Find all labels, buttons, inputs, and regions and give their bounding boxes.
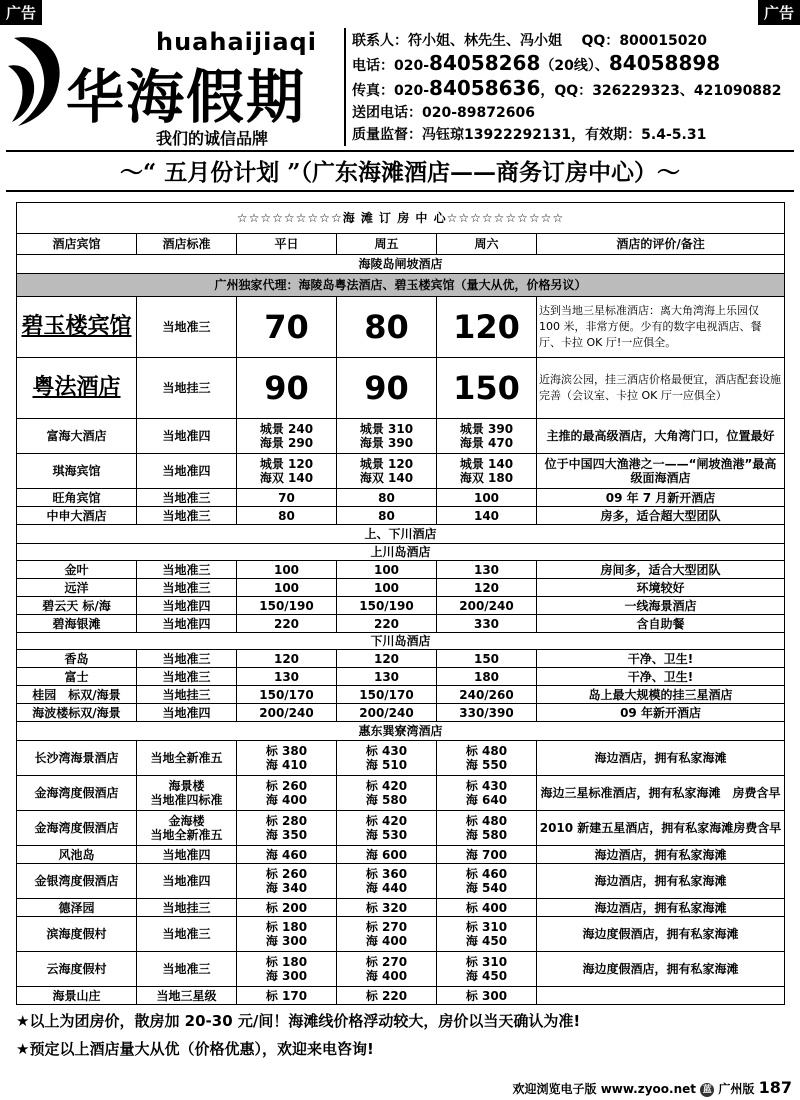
people-label: 联系人： xyxy=(352,33,408,49)
price-b: 海 400 xyxy=(265,793,308,807)
hotel-standard: 当地准三 xyxy=(137,650,237,668)
price-a: 标 270 xyxy=(365,920,408,934)
price-weekday: 标 170 xyxy=(237,987,337,1005)
price-friday: 80 xyxy=(337,507,437,525)
hotel-remark: 岛上最大规模的挂三星酒店 xyxy=(537,686,785,704)
price-weekday: 70 xyxy=(237,489,337,507)
price-weekday: 200/240 xyxy=(237,704,337,722)
hotel-name: 金海湾度假酒店 xyxy=(17,776,137,811)
hotel-remark: 09 年 7 月新开酒店 xyxy=(537,489,785,507)
col-remark: 酒店的评价/备注 xyxy=(537,234,785,255)
price-weekday: 90 xyxy=(237,358,337,419)
table-row xyxy=(17,686,785,704)
phone-label: 电话：020- xyxy=(352,58,430,74)
hotel-name: 德泽园 xyxy=(17,899,137,917)
hotel-name: 金叶 xyxy=(17,561,137,579)
hotel-standard: 当地准四 xyxy=(137,454,237,489)
price-saturday: 240/260 xyxy=(437,686,537,704)
price-weekday: 海 460 xyxy=(237,846,337,864)
price-saturday: 130 xyxy=(437,561,537,579)
price-weekday xyxy=(237,917,337,952)
hotel-standard: 当地准三 xyxy=(137,507,237,525)
agent-banner: 广州独家代理：海陵岛粤法酒店、碧玉楼宾馆（量大从优，价格另议） xyxy=(17,274,785,297)
price-friday xyxy=(337,454,437,489)
price-weekday: 标 200 xyxy=(237,899,337,917)
std-a: 海景楼 xyxy=(168,779,205,793)
price-weekday: 100 xyxy=(237,579,337,597)
table-row xyxy=(17,776,785,811)
price-weekday: 120 xyxy=(237,650,337,668)
col-friday: 周五 xyxy=(337,234,437,255)
section-row xyxy=(17,255,785,274)
hotel-standard: 当地准四 xyxy=(137,704,237,722)
subsection-row xyxy=(17,633,785,650)
price-b: 海 450 xyxy=(465,969,508,983)
price-weekday xyxy=(237,776,337,811)
hotel-remark: 位于中国四大渔港之一——“闸坡渔港”最高级面海酒店 xyxy=(537,454,785,489)
hotel-standard: 当地准四 xyxy=(137,597,237,615)
price-friday: 200/240 xyxy=(337,704,437,722)
price-a: 标 360 xyxy=(365,867,408,881)
table-row xyxy=(17,507,785,525)
price-b: 海双 140 xyxy=(359,471,414,485)
hotel-remark: 主推的最高级酒店，大角湾门口，位置最好 xyxy=(537,419,785,454)
price-weekday: 220 xyxy=(237,615,337,633)
hotel-remark: 干净、卫生! xyxy=(537,650,785,668)
hotel-remark: 房多，适合超大型团队 xyxy=(537,507,785,525)
price-b: 海 340 xyxy=(265,881,308,895)
price-weekday xyxy=(237,419,337,454)
contact-fax-row xyxy=(352,77,796,102)
price-saturday xyxy=(437,811,537,846)
price-saturday xyxy=(437,776,537,811)
people: 符小姐、林先生、冯小姐 xyxy=(408,33,562,49)
hotel-remark: 海边三星标准酒店，拥有私家海滩 房费含早 xyxy=(537,776,785,811)
price-b: 海 530 xyxy=(365,828,408,842)
ad-tag-right: 广告 xyxy=(758,0,800,25)
table-row xyxy=(17,704,785,722)
price-friday xyxy=(337,952,437,987)
hotel-name: 碧云天 标/海 xyxy=(17,597,137,615)
logo xyxy=(6,22,346,150)
fax: 84058636 xyxy=(429,76,541,100)
price-saturday xyxy=(437,741,537,776)
price-a: 标 430 xyxy=(465,779,508,793)
logo-latin: huahaijiaqi xyxy=(156,28,317,56)
table-row xyxy=(17,846,785,864)
table-row xyxy=(17,597,785,615)
price-friday: 150/170 xyxy=(337,686,437,704)
section-row xyxy=(17,525,785,544)
price-weekday: 150/170 xyxy=(237,686,337,704)
price-saturday: 200/240 xyxy=(437,597,537,615)
price-friday: 130 xyxy=(337,668,437,686)
delivery: 020-89872606 xyxy=(422,105,535,121)
table-row xyxy=(17,668,785,686)
hotel-name: 中申大酒店 xyxy=(17,507,137,525)
hotel-standard: 当地准三 xyxy=(137,668,237,686)
contact-quality-row xyxy=(352,124,796,146)
contact-phone-row xyxy=(352,52,796,77)
hotel-standard: 当地准三 xyxy=(137,917,237,952)
hotel-name: 琪海宾馆 xyxy=(17,454,137,489)
hotel-name: 长沙湾海景酒店 xyxy=(17,741,137,776)
std-b: 当地全新准五 xyxy=(150,828,223,842)
hotel-name: 粤法酒店 xyxy=(17,358,137,419)
price-saturday xyxy=(437,864,537,899)
price-b: 海 410 xyxy=(265,758,308,772)
hotel-name: 海景山庄 xyxy=(17,987,137,1005)
price-saturday: 330/390 xyxy=(437,704,537,722)
rule-top xyxy=(6,150,794,152)
hotel-name: 滨海度假村 xyxy=(17,917,137,952)
price-b: 海 450 xyxy=(465,934,508,948)
header xyxy=(0,22,800,150)
fax-qq-label: ，QQ： xyxy=(540,83,593,99)
contact-block xyxy=(352,30,796,146)
price-weekday: 100 xyxy=(237,561,337,579)
price-b: 海景 290 xyxy=(259,436,314,450)
hotel-name: 远洋 xyxy=(17,579,137,597)
subsection-title: 下川岛酒店 xyxy=(17,633,785,650)
price-b: 海 640 xyxy=(465,793,508,807)
page-footer xyxy=(513,1078,792,1097)
price-b: 海 300 xyxy=(265,934,308,948)
price-a: 标 380 xyxy=(265,744,308,758)
price-saturday: 180 xyxy=(437,668,537,686)
price-weekday xyxy=(237,741,337,776)
hotel-name: 海波楼标双/海景 xyxy=(17,704,137,722)
price-b: 海 580 xyxy=(365,793,408,807)
quality: 冯钰琼13922292131，有效期：5.4-5.31 xyxy=(422,127,707,143)
hotel-standard: 当地准三 xyxy=(137,952,237,987)
price-saturday: 150 xyxy=(437,358,537,419)
footer-text: 欢迎浏览电子版 www.zyoo.net xyxy=(512,1082,697,1096)
price-friday: 220 xyxy=(337,615,437,633)
price-weekday: 70 xyxy=(237,297,337,358)
section-title: 海陵岛闸坡酒店 xyxy=(17,255,785,274)
price-friday xyxy=(337,917,437,952)
hotel-name: 富海大酒店 xyxy=(17,419,137,454)
price-a: 城景 310 xyxy=(359,422,414,436)
col-hotel: 酒店宾馆 xyxy=(17,234,137,255)
phone1-note: （20线） xyxy=(540,58,595,74)
hotel-remark: 海边酒店，拥有私家海滩 xyxy=(537,741,785,776)
fax-label: 传真：020- xyxy=(352,83,430,99)
hotel-standard: 当地挂三 xyxy=(137,899,237,917)
price-a: 标 280 xyxy=(265,814,308,828)
hotel-name: 云海度假村 xyxy=(17,952,137,987)
price-saturday xyxy=(437,952,537,987)
hotel-standard: 当地挂三 xyxy=(137,686,237,704)
price-a: 标 420 xyxy=(365,779,408,793)
table-row xyxy=(17,987,785,1005)
price-b: 海双 180 xyxy=(459,471,514,485)
note-1: ★以上为团房价，散房加 20-30 元/间！海滩线价格浮动较大，房价以当天确认为准! xyxy=(16,1012,581,1030)
hotel-remark xyxy=(537,987,785,1005)
price-a: 标 420 xyxy=(365,814,408,828)
price-weekday: 80 xyxy=(237,507,337,525)
price-weekday xyxy=(237,454,337,489)
table-banner-row xyxy=(17,203,785,234)
hotel-name: 富士 xyxy=(17,668,137,686)
price-friday: 120 xyxy=(337,650,437,668)
price-weekday: 130 xyxy=(237,668,337,686)
price-b: 海景 390 xyxy=(359,436,414,450)
table-row xyxy=(17,419,785,454)
price-a: 标 480 xyxy=(465,744,508,758)
hotel-remark: 环境较好 xyxy=(537,579,785,597)
table-row xyxy=(17,952,785,987)
price-b: 海景 470 xyxy=(459,436,514,450)
hotel-name: 碧玉楼宾馆 xyxy=(17,297,137,358)
price-a: 标 310 xyxy=(465,955,508,969)
price-saturday xyxy=(437,454,537,489)
hotel-name: 风池岛 xyxy=(17,846,137,864)
price-a: 标 180 xyxy=(265,920,308,934)
table-row xyxy=(17,579,785,597)
table-row xyxy=(17,741,785,776)
subsection-title: 上川岛酒店 xyxy=(17,544,785,561)
price-friday xyxy=(337,741,437,776)
price-a: 标 460 xyxy=(465,867,508,881)
contact-delivery-row xyxy=(352,102,796,124)
delivery-label: 送团电话： xyxy=(352,105,422,121)
price-saturday xyxy=(437,917,537,952)
hotel-remark: 海边度假酒店，拥有私家海滩 xyxy=(537,917,785,952)
hotel-table xyxy=(16,202,785,1005)
hotel-remark: 一线海景酒店 xyxy=(537,597,785,615)
subsection-row xyxy=(17,544,785,561)
price-friday: 标 320 xyxy=(337,899,437,917)
price-friday xyxy=(337,776,437,811)
logo-name: 华海假期 xyxy=(66,63,307,131)
page-number: 187 xyxy=(758,1078,792,1097)
hotel-remark: 房间多，适合大型团队 xyxy=(537,561,785,579)
price-a: 标 260 xyxy=(265,779,308,793)
hotel-standard: 当地全新准五 xyxy=(137,741,237,776)
phone-sep: 、 xyxy=(594,58,609,74)
section-title: 上、下川酒店 xyxy=(17,525,785,544)
table-row xyxy=(17,811,785,846)
edition-badge-icon: 蓝 xyxy=(700,1083,714,1097)
price-a: 城景 120 xyxy=(359,457,414,471)
table-row xyxy=(17,454,785,489)
hotel-remark: 海边酒店，拥有私家海滩 xyxy=(537,846,785,864)
hotel-remark: 海边度假酒店，拥有私家海滩 xyxy=(537,952,785,987)
price-a: 城景 240 xyxy=(259,422,314,436)
price-friday: 标 220 xyxy=(337,987,437,1005)
ad-tag-left: 广告 xyxy=(0,0,42,25)
price-a: 标 310 xyxy=(465,920,508,934)
price-friday: 150/190 xyxy=(337,597,437,615)
table-row xyxy=(17,864,785,899)
footer-edition: 广州版 xyxy=(718,1082,755,1096)
hotel-name: 香岛 xyxy=(17,650,137,668)
hotel-standard: 当地准三 xyxy=(137,489,237,507)
price-friday: 100 xyxy=(337,561,437,579)
note-2: ★预定以上酒店量大从优（价格优惠），欢迎来电咨询! xyxy=(16,1040,374,1058)
price-a: 标 480 xyxy=(465,814,508,828)
hotel-remark: 含自助餐 xyxy=(537,615,785,633)
price-friday: 80 xyxy=(337,297,437,358)
hotel-remark: 09 年新开酒店 xyxy=(537,704,785,722)
price-saturday: 150 xyxy=(437,650,537,668)
quality-label: 质量监督： xyxy=(352,127,422,143)
qq-label: QQ： xyxy=(581,33,620,49)
hotel-name: 桂园 标双/海景 xyxy=(17,686,137,704)
table-row xyxy=(17,615,785,633)
price-weekday xyxy=(237,952,337,987)
hotel-standard xyxy=(137,776,237,811)
price-saturday: 120 xyxy=(437,579,537,597)
price-b: 海 300 xyxy=(265,969,308,983)
hotel-standard: 当地准四 xyxy=(137,615,237,633)
price-a: 城景 140 xyxy=(459,457,514,471)
std-a: 金海楼 xyxy=(168,814,205,828)
price-saturday: 120 xyxy=(437,297,537,358)
rule-mid xyxy=(6,190,794,192)
section-row xyxy=(17,722,785,741)
hotel-standard: 当地准三 xyxy=(137,561,237,579)
price-a: 标 430 xyxy=(365,744,408,758)
logo-slogan: 我们的诚信品牌 xyxy=(156,129,269,148)
price-saturday: 100 xyxy=(437,489,537,507)
price-b: 海 510 xyxy=(365,758,408,772)
price-saturday: 标 300 xyxy=(437,987,537,1005)
price-b: 海 580 xyxy=(465,828,508,842)
price-saturday: 海 700 xyxy=(437,846,537,864)
price-weekday: 150/190 xyxy=(237,597,337,615)
price-weekday xyxy=(237,864,337,899)
price-b: 海 550 xyxy=(465,758,508,772)
hotel-standard: 当地准四 xyxy=(137,419,237,454)
price-b: 海双 140 xyxy=(259,471,314,485)
hotel-standard: 当地准四 xyxy=(137,846,237,864)
price-saturday: 330 xyxy=(437,615,537,633)
price-weekday xyxy=(237,811,337,846)
price-a: 城景 390 xyxy=(459,422,514,436)
price-friday: 海 600 xyxy=(337,846,437,864)
price-b: 海 440 xyxy=(365,881,408,895)
price-friday: 80 xyxy=(337,489,437,507)
std-b: 当地准四标准 xyxy=(150,793,223,807)
hotel-standard: 当地准四 xyxy=(137,864,237,899)
price-saturday: 标 400 xyxy=(437,899,537,917)
table-row xyxy=(17,650,785,668)
table-row xyxy=(17,358,785,419)
hotel-remark: 海边酒店，拥有私家海滩 xyxy=(537,864,785,899)
phone2: 84058898 xyxy=(608,51,721,75)
price-a: 城景 120 xyxy=(259,457,314,471)
hotel-standard: 当地挂三 xyxy=(137,358,237,419)
contact-people-row xyxy=(352,30,796,52)
hotel-name: 金银湾度假酒店 xyxy=(17,864,137,899)
hotel-remark: 干净、卫生! xyxy=(537,668,785,686)
table-row xyxy=(17,489,785,507)
price-friday xyxy=(337,811,437,846)
hotel-name: 旺角宾馆 xyxy=(17,489,137,507)
price-saturday xyxy=(437,419,537,454)
phone1: 84058268 xyxy=(429,51,541,75)
price-friday: 90 xyxy=(337,358,437,419)
hotel-standard: 当地准三 xyxy=(137,579,237,597)
price-friday xyxy=(337,419,437,454)
hotel-remark: 海边酒店，拥有私家海滩 xyxy=(537,899,785,917)
price-saturday: 140 xyxy=(437,507,537,525)
table-row xyxy=(17,561,785,579)
fax-qq: 326229323、421090882 xyxy=(592,83,782,99)
hotel-standard xyxy=(137,811,237,846)
table-row xyxy=(17,297,785,358)
price-b: 海 540 xyxy=(465,881,508,895)
hotel-standard: 当地三星级 xyxy=(137,987,237,1005)
price-a: 标 180 xyxy=(265,955,308,969)
agent-row xyxy=(17,274,785,297)
col-saturday: 周六 xyxy=(437,234,537,255)
plan-title: ～“ 五月份计划 ”（广东海滩酒店——商务订房中心）～ xyxy=(120,159,680,186)
price-friday: 100 xyxy=(337,579,437,597)
column-header-row xyxy=(17,234,785,255)
col-weekday: 平日 xyxy=(237,234,337,255)
price-b: 海 350 xyxy=(265,828,308,842)
hotel-remark: 2010 新建五星酒店，拥有私家海滩房费含早 xyxy=(537,811,785,846)
hotel-name: 金海湾度假酒店 xyxy=(17,811,137,846)
price-b: 海 400 xyxy=(365,969,408,983)
col-standard: 酒店标准 xyxy=(137,234,237,255)
hotel-remark: 达到当地三星标准酒店：离大角湾海上乐园仅 100 米，非常方便。少有的数字电视酒店、餐厅、卡拉 OK 厅!一应俱全。 xyxy=(537,297,785,358)
hotel-remark: 近海滨公园，挂三酒店价格最便宜，酒店配套设施完善（会议室、卡拉 OK 厅一应俱全） xyxy=(537,358,785,419)
price-a: 标 260 xyxy=(265,867,308,881)
price-friday xyxy=(337,864,437,899)
qq: 800015020 xyxy=(619,33,707,49)
section-title: 惠东巽寮湾酒店 xyxy=(17,722,785,741)
table-banner: ☆☆☆☆☆☆☆☆☆海 滩 订 房 中 心☆☆☆☆☆☆☆☆☆☆ xyxy=(17,203,785,234)
hotel-name: 碧海银滩 xyxy=(17,615,137,633)
header-divider xyxy=(344,28,346,146)
price-a: 标 270 xyxy=(365,955,408,969)
hotel-standard: 当地准三 xyxy=(137,297,237,358)
table-row xyxy=(17,917,785,952)
price-b: 海 400 xyxy=(365,934,408,948)
table-row xyxy=(17,899,785,917)
